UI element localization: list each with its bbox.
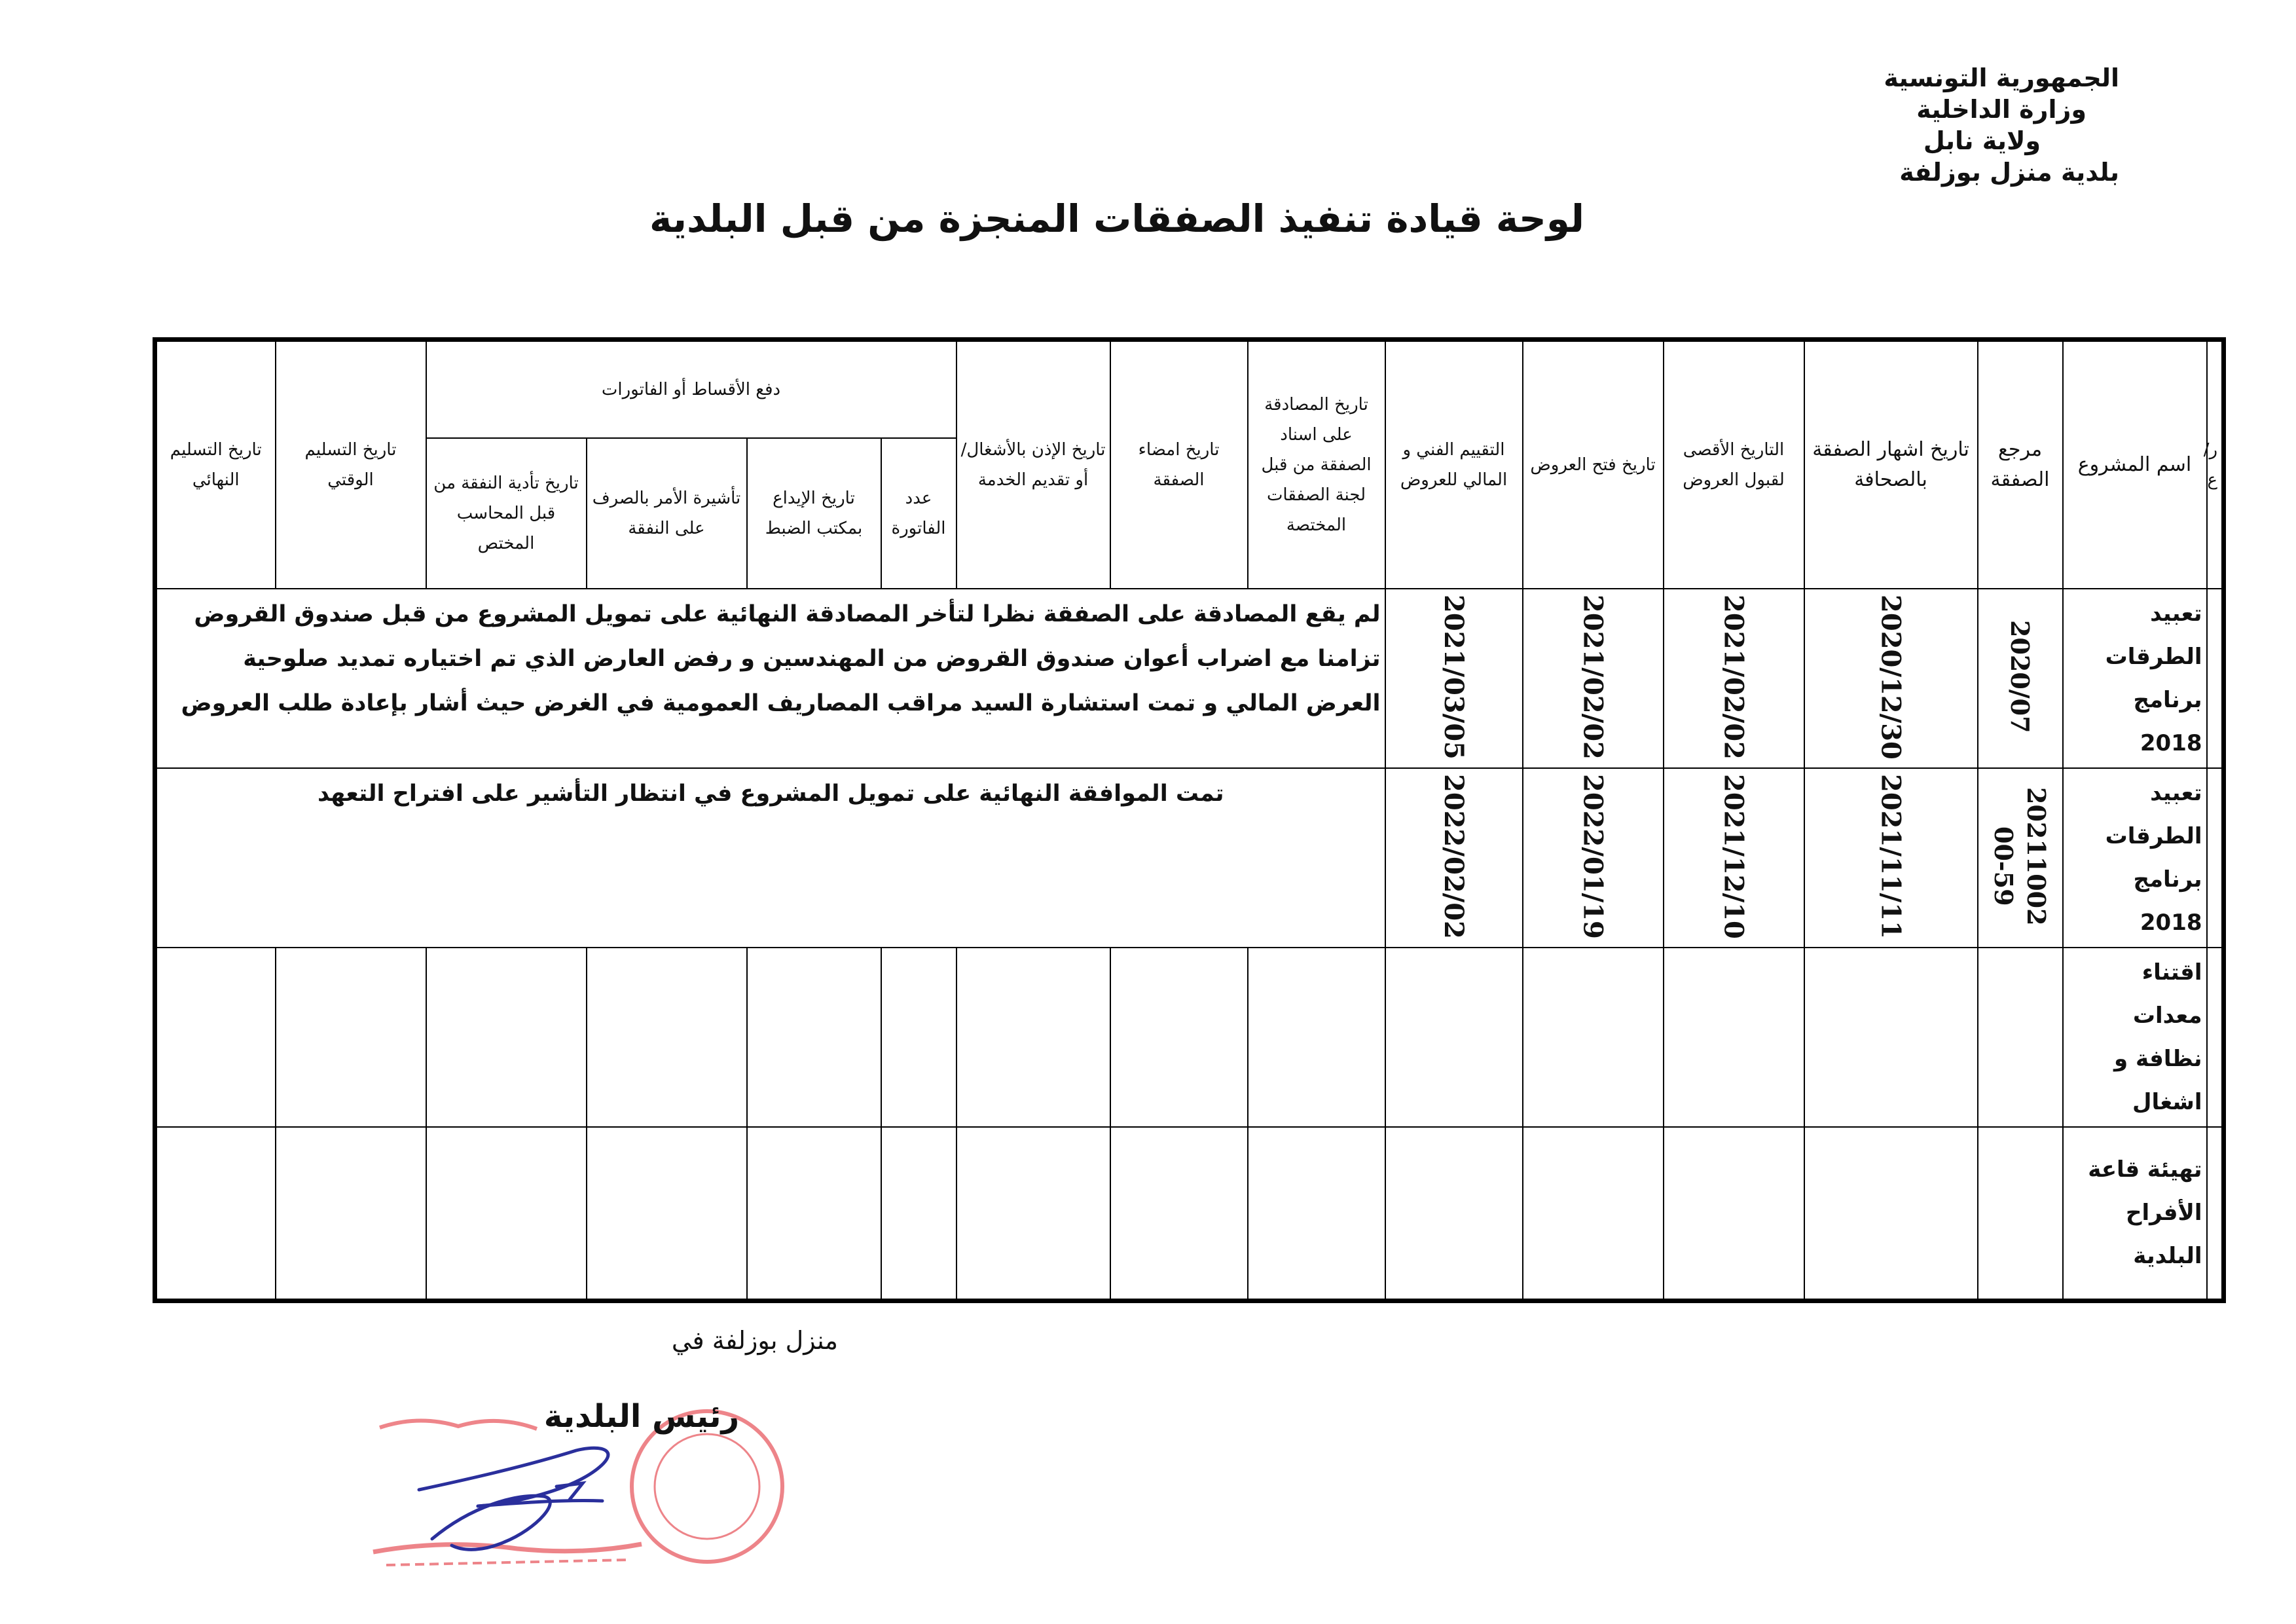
deadline-date-value: 2021/12/10 [1718, 773, 1749, 939]
signatory-title: رئيس البلدية [543, 1398, 740, 1435]
footer-place-date: منزل بوزلفة في [671, 1326, 838, 1355]
publish-date-value: 2021/11/11 [1875, 773, 1906, 939]
contract-ref-suffix: 00-59 [1988, 826, 2018, 906]
header-project-name: اسم المشروع [2063, 340, 2207, 589]
header-provisional-delivery: تاريخ التسليم الوقتي [276, 340, 426, 589]
header-opening-date: تاريخ فتح العروض [1523, 340, 1664, 589]
header-final-delivery: تاريخ التسليم النهائي [155, 340, 276, 589]
table-row [155, 589, 2224, 768]
header-country: الجمهورية التونسية [1884, 64, 2119, 92]
status-note: لم يقع المصادقة على الصفقة نظرا لتأخر المصادقة النهائية على تمويل المشروع من قبل صندوق القروض تزامنا مع اضراب أعوان صندوق القروض من المهندسين و رفض العارض الذي تم اختياره تمديد صلوحية العرض المالي و تمت استشارة السيد مراقب المصاريف العمومية في الغرض حيث أشار بإعادة طلب العروض [155, 589, 1385, 768]
publish-date [1804, 768, 1978, 948]
header-num: ر/ع [2207, 340, 2224, 589]
header-municipality: بلدية منزل بوزلفة [1899, 158, 2119, 187]
contract-ref [1978, 768, 2063, 948]
publish-date-value: 2020/12/30 [1875, 594, 1906, 760]
opening-date-value: 2021/02/02 [1577, 594, 1609, 760]
contracts-table [153, 337, 2226, 1303]
evaluation-date-value: 2021/03/05 [1438, 594, 1470, 760]
header-ministry: وزارة الداخلية [1916, 95, 2086, 124]
deadline-date [1664, 589, 1804, 768]
publish-date [1804, 589, 1978, 768]
header-evaluation: التقييم الفني و المالي للعروض [1385, 340, 1523, 589]
deadline-date [1664, 768, 1804, 948]
header-governorate: ولاية نابل [1923, 126, 2041, 155]
project-name: تعبيد الطرقات برنامج 2018 [2063, 768, 2207, 948]
signature-icon [419, 1448, 608, 1549]
contract-ref-value: 2020/07 [2005, 620, 2035, 733]
header-spending-visa: تأشيرة الأمر بالصرف على النفقة [587, 438, 747, 589]
table-row [155, 768, 2224, 948]
header-payment-date: تاريخ تأدية النفقة من قبل المحاسب المختص [426, 438, 587, 589]
project-name: تعبيد الطرقات برنامج 2018 [2063, 589, 2207, 768]
header-deposit-date: تاريخ الإيداع بمكتب الضبط [747, 438, 881, 589]
opening-date [1523, 768, 1664, 948]
table-row [155, 948, 2224, 1127]
header-payments: دفع الأقساط أو الفاتورات [426, 340, 957, 438]
evaluation-date-value: 2022/02/02 [1438, 773, 1470, 939]
contract-ref [1978, 589, 2063, 768]
evaluation-date [1385, 768, 1523, 948]
header-contract-ref: مرجع الصفقة [1978, 340, 2063, 589]
header-deadline-date: التاريخ الأقصى لقبول العروض [1664, 340, 1804, 589]
status-note: تمت الموافقة النهائية على تمويل المشروع في انتظار التأشير على افتراح التعهد [155, 768, 1385, 948]
table-row [155, 1127, 2224, 1301]
header-approval-date: تاريخ المصادقة على اسناد الصفقة من قبل لجنة الصفقات المختصة [1248, 340, 1385, 589]
row-num-cell [2207, 589, 2224, 768]
row-num-cell [2207, 768, 2224, 948]
header-invoice-count: عدد الفاتورة [881, 438, 957, 589]
deadline-date-value: 2021/02/02 [1718, 594, 1749, 760]
project-name: اقتناء معدات نظافة و اشغال [2063, 948, 2207, 1127]
opening-date-value: 2022/01/19 [1577, 773, 1609, 939]
header-signing-date: تاريخ امضاء الصفقة [1110, 340, 1248, 589]
contract-ref-value: 20211002 [2022, 786, 2052, 926]
evaluation-date [1385, 589, 1523, 768]
opening-date [1523, 589, 1664, 768]
header-publish-date: تاريخ اشهار الصفقة بالصحافة [1804, 340, 1978, 589]
project-name: تهيئة قاعة الأفراح البلدية [2063, 1127, 2207, 1301]
header [1726, 62, 2119, 188]
header-work-order-date: تاريخ الإذن بالأشغال/ أو تقديم الخدمة [957, 340, 1110, 589]
page-title: لوحة قيادة تنفيذ الصفقات المنجزة من قبل البلدية [649, 196, 1584, 241]
